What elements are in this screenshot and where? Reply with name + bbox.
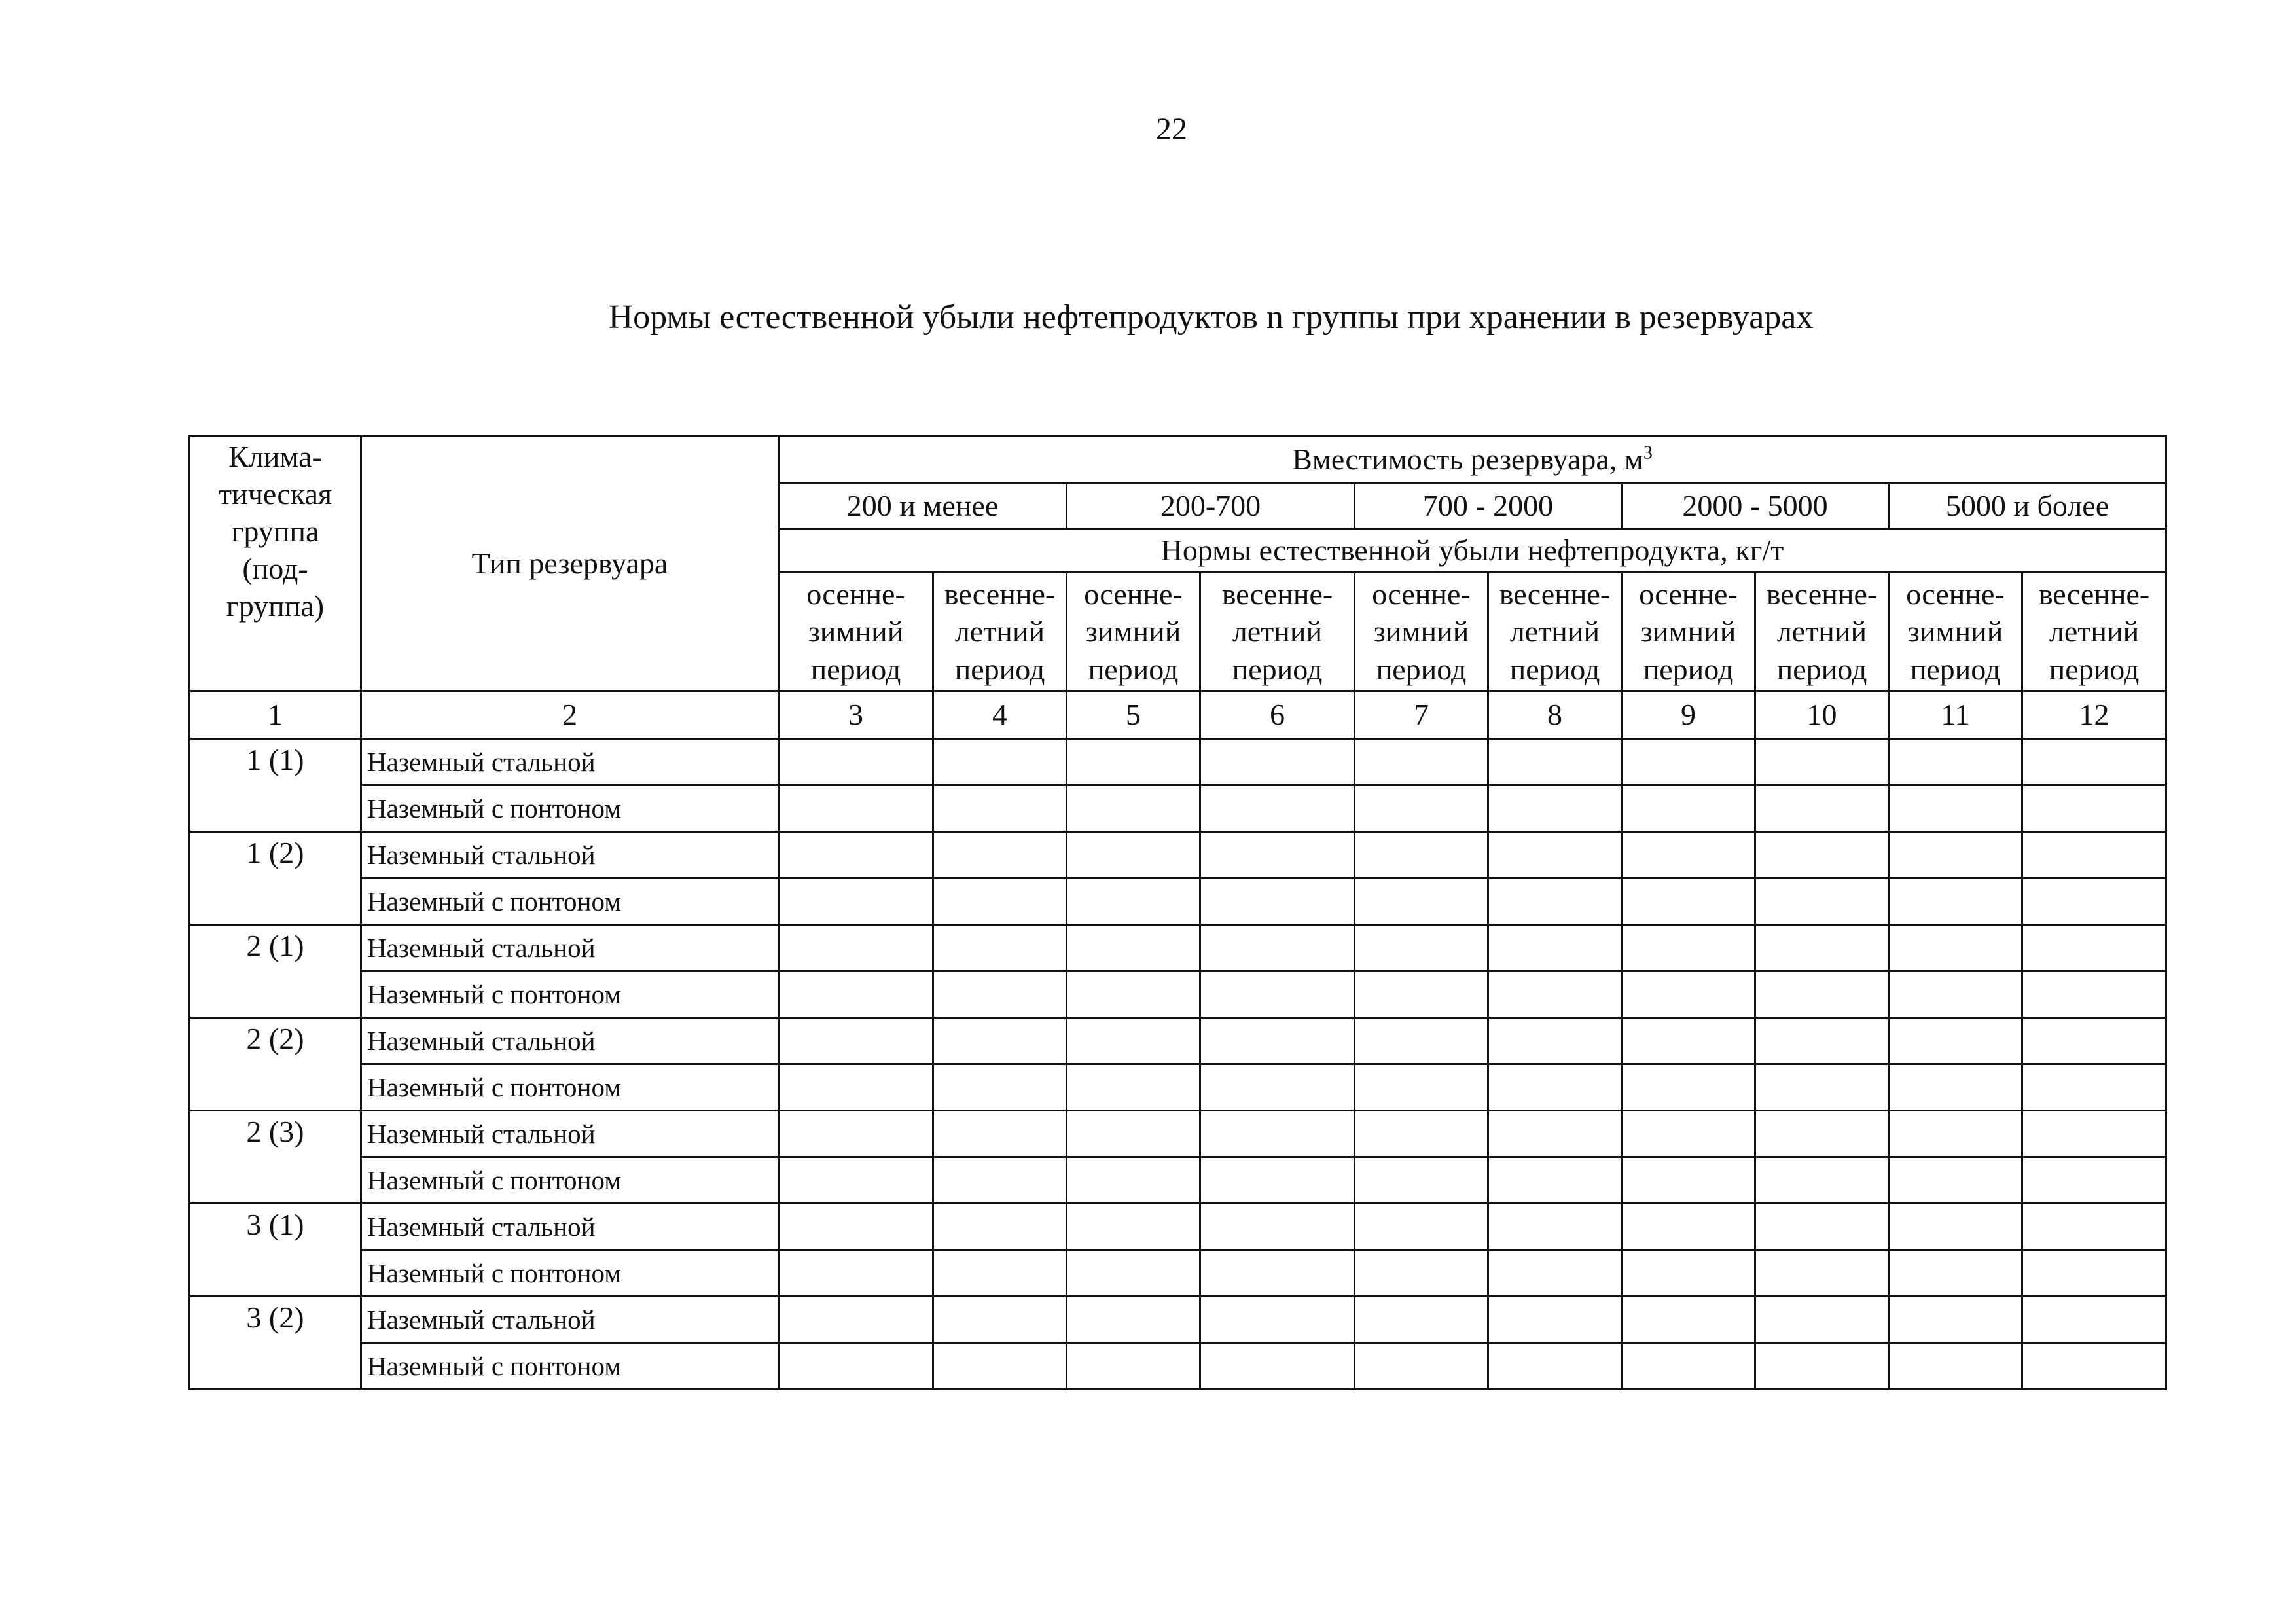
norm-value-cell[interactable]	[933, 1111, 1067, 1157]
norm-value-cell[interactable]	[1889, 739, 2022, 785]
norm-value-cell[interactable]	[1755, 1204, 1889, 1250]
norm-value-cell[interactable]	[1355, 785, 1488, 832]
norm-value-cell[interactable]	[1755, 739, 1889, 785]
norm-value-cell[interactable]	[1622, 832, 1755, 878]
period-autumn-winter	[1622, 573, 1755, 691]
norm-value-cell[interactable]	[779, 925, 933, 971]
norm-value-cell[interactable]	[1067, 739, 1200, 785]
column-number: 10	[1755, 691, 1889, 739]
norm-value-cell[interactable]	[1355, 1297, 1488, 1343]
norm-value-cell[interactable]	[1889, 971, 2022, 1018]
tank-type-cell: Наземный с понтоном	[361, 971, 779, 1018]
period-label-line: период	[810, 652, 901, 686]
period-label-line: весенне-	[1221, 577, 1333, 611]
norm-value-cell[interactable]	[1200, 971, 1355, 1018]
norm-value-cell[interactable]	[1067, 785, 1200, 832]
period-label-line: период	[1232, 652, 1323, 686]
climate-header-line: тическая	[218, 477, 332, 511]
norm-value-cell[interactable]	[1200, 1343, 1355, 1390]
norm-value-cell[interactable]	[1200, 1018, 1355, 1064]
norm-value-cell[interactable]	[1889, 1297, 2022, 1343]
column-number: 7	[1355, 691, 1488, 739]
table-row	[190, 971, 2166, 1018]
tank-type-cell: Наземный с понтоном	[361, 1250, 779, 1297]
column-number: 9	[1622, 691, 1755, 739]
norm-value-cell[interactable]	[779, 739, 933, 785]
norm-value-cell[interactable]	[2022, 1018, 2166, 1064]
norm-value-cell[interactable]	[1200, 1111, 1355, 1157]
norm-value-cell[interactable]	[933, 1250, 1067, 1297]
page-number: 22	[1156, 112, 1187, 147]
norm-value-cell[interactable]	[1889, 832, 2022, 878]
norm-value-cell[interactable]	[779, 971, 933, 1018]
norm-value-cell[interactable]	[1067, 1250, 1200, 1297]
period-label-line: период	[1088, 652, 1179, 686]
period-label-line: летний	[1232, 615, 1323, 649]
norm-value-cell[interactable]	[933, 878, 1067, 925]
norm-value-cell[interactable]	[1355, 1018, 1488, 1064]
norm-value-cell[interactable]	[1622, 1250, 1755, 1297]
norm-value-cell[interactable]	[1488, 785, 1622, 832]
norm-value-cell[interactable]	[1889, 925, 2022, 971]
capacity-range: 200-700	[1067, 484, 1355, 529]
norm-value-cell[interactable]	[1488, 878, 1622, 925]
norm-value-cell[interactable]	[1488, 832, 1622, 878]
norm-value-cell[interactable]	[1755, 832, 1889, 878]
norm-value-cell[interactable]	[1488, 1297, 1622, 1343]
norm-value-cell[interactable]	[1067, 1018, 1200, 1064]
column-number: 3	[779, 691, 933, 739]
period-autumn-winter	[779, 573, 933, 691]
norm-value-cell[interactable]	[2022, 785, 2166, 832]
norm-value-cell[interactable]	[933, 739, 1067, 785]
norm-value-cell[interactable]	[1488, 739, 1622, 785]
norm-value-cell[interactable]	[1889, 785, 2022, 832]
norm-value-cell[interactable]	[933, 925, 1067, 971]
climate-group-cell: 3 (1)	[190, 1204, 361, 1297]
tank-type-cell: Наземный с понтоном	[361, 1064, 779, 1111]
norm-value-cell[interactable]	[779, 1111, 933, 1157]
norm-value-cell[interactable]	[779, 1018, 933, 1064]
norm-value-cell[interactable]	[1200, 1297, 1355, 1343]
tank-type-cell: Наземный стальной	[361, 1018, 779, 1064]
climate-group-header	[190, 436, 361, 691]
norm-value-cell[interactable]	[1200, 832, 1355, 878]
table-row	[190, 785, 2166, 832]
period-label-line: весенне-	[2038, 577, 2150, 611]
norm-value-cell[interactable]	[1067, 832, 1200, 878]
norm-value-cell[interactable]	[779, 1250, 933, 1297]
climate-header-line: (под-	[242, 552, 308, 586]
table-row	[190, 1157, 2166, 1204]
period-label-line: летний	[2049, 615, 2140, 649]
norm-value-cell[interactable]	[1755, 1111, 1889, 1157]
period-label-line: весенне-	[1766, 577, 1878, 611]
norm-value-cell[interactable]	[2022, 971, 2166, 1018]
tank-type-cell: Наземный стальной	[361, 739, 779, 785]
period-label-line: зимний	[1907, 615, 2003, 649]
climate-header-line: группа)	[226, 589, 325, 623]
table-row	[190, 1204, 2166, 1250]
climate-group-cell: 2 (1)	[190, 925, 361, 1018]
norm-value-cell[interactable]	[1622, 785, 1755, 832]
norm-value-cell[interactable]	[1755, 1297, 1889, 1343]
norm-value-cell[interactable]	[1889, 878, 2022, 925]
capacity-range: 700 - 2000	[1355, 484, 1622, 529]
norm-value-cell[interactable]	[1488, 1064, 1622, 1111]
norms-table	[188, 435, 2167, 1390]
norm-value-cell[interactable]	[1067, 1343, 1200, 1390]
norm-value-cell[interactable]	[1622, 739, 1755, 785]
tank-type-cell: Наземный с понтоном	[361, 1157, 779, 1204]
norm-value-cell[interactable]	[1755, 1250, 1889, 1297]
norm-value-cell[interactable]	[1622, 1343, 1755, 1390]
period-label-line: период	[1910, 652, 2001, 686]
norm-value-cell[interactable]	[1067, 1204, 1200, 1250]
climate-group-cell: 1 (2)	[190, 832, 361, 925]
norm-value-cell[interactable]	[2022, 1157, 2166, 1204]
period-label-line: период	[1509, 652, 1600, 686]
norm-value-cell[interactable]	[2022, 1343, 2166, 1390]
norm-value-cell[interactable]	[1067, 1064, 1200, 1111]
norm-value-cell[interactable]	[933, 1343, 1067, 1390]
climate-group-cell: 2 (3)	[190, 1111, 361, 1204]
norm-value-cell[interactable]	[779, 878, 933, 925]
period-spring-summer	[1200, 573, 1355, 691]
norm-value-cell[interactable]	[2022, 832, 2166, 878]
tank-type-cell: Наземный с понтоном	[361, 878, 779, 925]
period-label-line: период	[954, 652, 1045, 686]
norm-value-cell[interactable]	[1355, 832, 1488, 878]
norm-value-cell[interactable]	[1622, 878, 1755, 925]
norm-value-cell[interactable]	[779, 1064, 933, 1111]
norm-value-cell[interactable]	[1355, 878, 1488, 925]
norm-value-cell[interactable]	[2022, 1111, 2166, 1157]
document-title: Нормы естественной убыли нефтепродуктов n группы при хранении в резервуарах	[608, 298, 1814, 336]
climate-header-line: Клима-	[228, 440, 322, 473]
tank-type-cell: Наземный стальной	[361, 832, 779, 878]
table-row	[190, 739, 2166, 785]
period-autumn-winter	[1355, 573, 1488, 691]
norm-value-cell[interactable]	[1488, 1204, 1622, 1250]
norm-value-cell[interactable]	[1622, 1018, 1755, 1064]
capacity-header	[779, 436, 2166, 484]
norm-header: Нормы естественной убыли нефтепродукта, кг/т	[779, 529, 2166, 573]
norm-value-cell[interactable]	[1622, 1204, 1755, 1250]
period-label-line: период	[1776, 652, 1867, 686]
capacity-range: 5000 и более	[1889, 484, 2166, 529]
norm-value-cell[interactable]	[1067, 971, 1200, 1018]
norm-value-cell[interactable]	[1622, 925, 1755, 971]
norm-value-cell[interactable]	[1067, 878, 1200, 925]
norm-value-cell[interactable]	[1622, 1297, 1755, 1343]
table-row	[190, 925, 2166, 971]
norm-value-cell[interactable]	[1755, 925, 1889, 971]
tank-type-cell: Наземный стальной	[361, 1297, 779, 1343]
norm-value-cell[interactable]	[2022, 1204, 2166, 1250]
period-label-line: весенне-	[1499, 577, 1611, 611]
norm-value-cell[interactable]	[779, 785, 933, 832]
table-row	[190, 1343, 2166, 1390]
norm-value-cell[interactable]	[1200, 785, 1355, 832]
table-row	[190, 832, 2166, 878]
norm-value-cell[interactable]	[1488, 1018, 1622, 1064]
norm-value-cell[interactable]	[933, 1297, 1067, 1343]
norm-value-cell[interactable]	[1200, 1250, 1355, 1297]
norm-value-cell[interactable]	[1355, 1064, 1488, 1111]
norm-value-cell[interactable]	[1889, 1343, 2022, 1390]
column-number: 1	[190, 691, 361, 739]
column-number: 11	[1889, 691, 2022, 739]
capacity-unit-superscript: 3	[1643, 443, 1653, 464]
norm-value-cell[interactable]	[1622, 1064, 1755, 1111]
norm-value-cell[interactable]	[779, 832, 933, 878]
norm-value-cell[interactable]	[933, 1064, 1067, 1111]
norm-value-cell[interactable]	[1622, 971, 1755, 1018]
climate-header-line: группа	[231, 514, 319, 549]
norm-value-cell[interactable]	[779, 1297, 933, 1343]
period-label-line: летний	[954, 615, 1045, 649]
norm-value-cell[interactable]	[1200, 1204, 1355, 1250]
norm-value-cell[interactable]	[1889, 1064, 2022, 1111]
norm-value-cell[interactable]	[1200, 1157, 1355, 1204]
tank-type-cell: Наземный с понтоном	[361, 1343, 779, 1390]
norm-value-cell[interactable]	[1889, 1018, 2022, 1064]
norm-value-cell[interactable]	[2022, 1250, 2166, 1297]
tank-type-cell: Наземный стальной	[361, 925, 779, 971]
column-number: 12	[2022, 691, 2166, 739]
norm-value-cell[interactable]	[1488, 1157, 1622, 1204]
climate-group-cell: 2 (2)	[190, 1018, 361, 1111]
norm-value-cell[interactable]	[1488, 1111, 1622, 1157]
table-row	[190, 1064, 2166, 1111]
period-label-line: осенне-	[1906, 577, 2005, 611]
period-label-line: осенне-	[1372, 577, 1471, 611]
norm-value-cell[interactable]	[933, 832, 1067, 878]
norm-value-cell[interactable]	[933, 785, 1067, 832]
norm-value-cell[interactable]	[1889, 1204, 2022, 1250]
column-number: 2	[361, 691, 779, 739]
norm-value-cell[interactable]	[1200, 925, 1355, 971]
period-label-line: зимний	[1373, 615, 1469, 649]
norm-value-cell[interactable]	[1755, 1343, 1889, 1390]
norm-value-cell[interactable]	[779, 1157, 933, 1204]
norm-value-cell[interactable]	[1355, 1157, 1488, 1204]
period-label-line: период	[1376, 652, 1467, 686]
norm-value-cell[interactable]	[1755, 1157, 1889, 1204]
period-spring-summer	[2022, 573, 2166, 691]
column-number: 6	[1200, 691, 1355, 739]
norm-value-cell[interactable]	[2022, 925, 2166, 971]
norm-value-cell[interactable]	[1067, 1157, 1200, 1204]
capacity-header-label: Вместимость резервуара, м	[1292, 442, 1643, 477]
norm-value-cell[interactable]	[1488, 1343, 1622, 1390]
tank-type-header-label: Тип резервуара	[471, 546, 668, 580]
norm-value-cell[interactable]	[779, 1204, 933, 1250]
norm-value-cell[interactable]	[2022, 739, 2166, 785]
period-autumn-winter	[1067, 573, 1200, 691]
norm-value-cell[interactable]	[779, 1343, 933, 1390]
norm-value-cell[interactable]	[1488, 925, 1622, 971]
norm-value-cell[interactable]	[1355, 1250, 1488, 1297]
norm-value-cell[interactable]	[1355, 739, 1488, 785]
norm-value-cell[interactable]	[1200, 878, 1355, 925]
norm-value-cell[interactable]	[1488, 971, 1622, 1018]
norm-value-cell[interactable]	[933, 1018, 1067, 1064]
norm-value-cell[interactable]	[1755, 1064, 1889, 1111]
period-label-line: весенне-	[944, 577, 1056, 611]
period-label-line: период	[2049, 652, 2140, 686]
norm-value-cell[interactable]	[1622, 1157, 1755, 1204]
norm-value-cell[interactable]	[1200, 739, 1355, 785]
norm-value-cell[interactable]	[1355, 971, 1488, 1018]
capacity-range: 200 и менее	[779, 484, 1067, 529]
norm-value-cell[interactable]	[1889, 1111, 2022, 1157]
period-label-line: осенне-	[806, 577, 905, 611]
norm-value-cell[interactable]	[1067, 1111, 1200, 1157]
period-spring-summer	[1488, 573, 1622, 691]
column-number: 4	[933, 691, 1067, 739]
tank-type-cell: Наземный с понтоном	[361, 785, 779, 832]
period-spring-summer	[1755, 573, 1889, 691]
norm-value-cell[interactable]	[1622, 1111, 1755, 1157]
norm-value-cell[interactable]	[2022, 878, 2166, 925]
climate-group-cell: 1 (1)	[190, 739, 361, 832]
norm-value-cell[interactable]	[1067, 1297, 1200, 1343]
table-row	[190, 1250, 2166, 1297]
column-number: 5	[1067, 691, 1200, 739]
period-label-line: летний	[1509, 615, 1600, 649]
period-label-line: зимний	[1640, 615, 1736, 649]
norm-value-cell[interactable]	[1067, 925, 1200, 971]
table-row	[190, 1111, 2166, 1157]
capacity-range: 2000 - 5000	[1622, 484, 1889, 529]
norm-value-cell[interactable]	[1488, 1250, 1622, 1297]
table-row	[190, 1018, 2166, 1064]
tank-type-header	[361, 436, 779, 691]
period-label-line: осенне-	[1639, 577, 1738, 611]
norm-value-cell[interactable]	[933, 1157, 1067, 1204]
norm-value-cell[interactable]	[1889, 1157, 2022, 1204]
norm-value-cell[interactable]	[1755, 785, 1889, 832]
period-label-line: осенне-	[1084, 577, 1183, 611]
tank-type-cell: Наземный стальной	[361, 1111, 779, 1157]
period-label-line: зимний	[1085, 615, 1181, 649]
norm-value-cell[interactable]	[1755, 1018, 1889, 1064]
period-label-line: летний	[1776, 615, 1867, 649]
norm-value-cell[interactable]	[1355, 1204, 1488, 1250]
tank-type-cell: Наземный стальной	[361, 1204, 779, 1250]
table-row	[190, 878, 2166, 925]
norm-value-cell[interactable]	[933, 1204, 1067, 1250]
norm-value-cell[interactable]	[2022, 1064, 2166, 1111]
norm-value-cell[interactable]	[1200, 1064, 1355, 1111]
norm-value-cell[interactable]	[1355, 1343, 1488, 1390]
period-autumn-winter	[1889, 573, 2022, 691]
norm-value-cell[interactable]	[1355, 1111, 1488, 1157]
norm-value-cell[interactable]	[1755, 878, 1889, 925]
norm-value-cell[interactable]	[933, 971, 1067, 1018]
table-row	[190, 1297, 2166, 1343]
norm-value-cell[interactable]	[1889, 1250, 2022, 1297]
norm-value-cell[interactable]	[1355, 925, 1488, 971]
climate-group-cell: 3 (2)	[190, 1297, 361, 1390]
period-label-line: период	[1643, 652, 1734, 686]
norm-value-cell[interactable]	[1755, 971, 1889, 1018]
period-spring-summer	[933, 573, 1067, 691]
norm-value-cell[interactable]	[2022, 1297, 2166, 1343]
column-number: 8	[1488, 691, 1622, 739]
period-label-line: зимний	[808, 615, 904, 649]
